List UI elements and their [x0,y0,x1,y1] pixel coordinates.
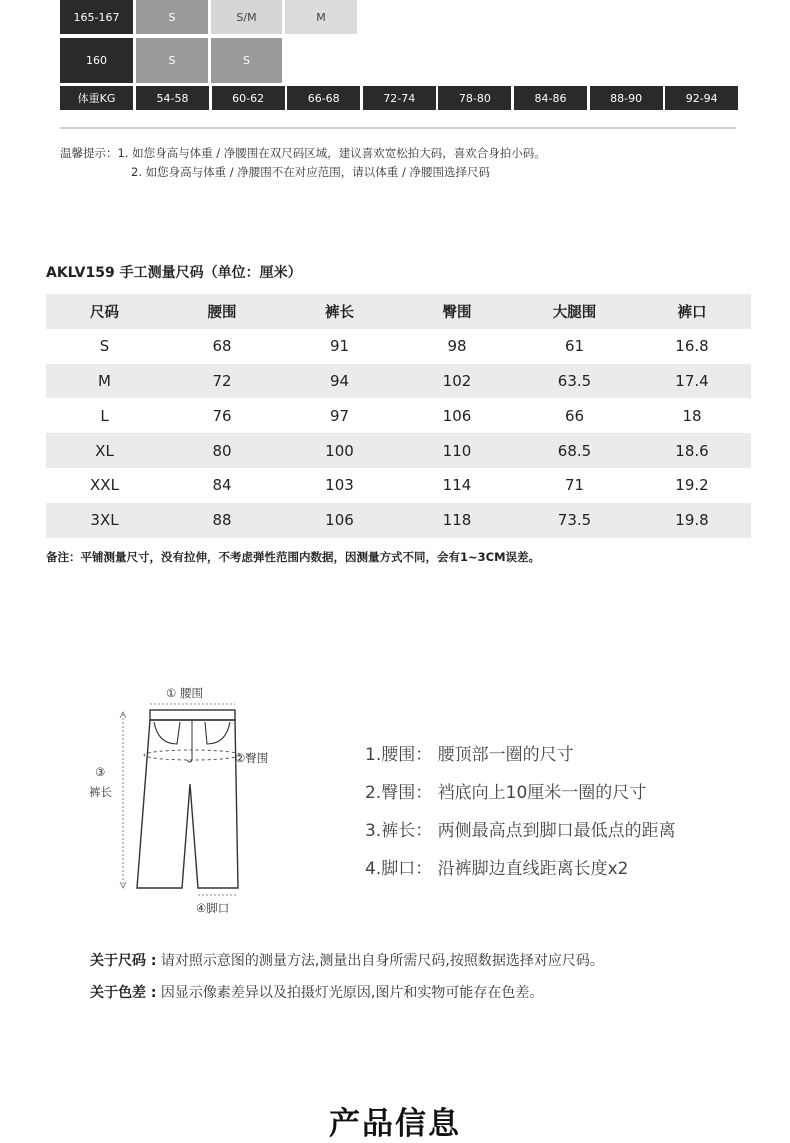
weight-cell: 72-74 [363,86,436,110]
table-cell: 97 [329,406,350,425]
table-cell: 18.6 [675,441,709,460]
table-cell: 61 [564,337,585,356]
table-header-cell: 大腿围 [552,304,597,321]
measurement-item: 1.腰围： 腰顶部一圈的尺寸 [365,745,574,765]
table-cell: 73.5 [557,511,592,530]
weight-cell: 54-58 [136,86,209,110]
table-cell: 66 [564,406,585,425]
weight-cell: 60-62 [212,86,285,110]
table-cell: 103 [325,476,354,495]
weight-cell: 66-68 [287,86,360,110]
length-label: 裤长 [89,785,112,799]
table-row [46,468,751,503]
size-cell: S/M [211,0,282,34]
table-cell: 68 [212,337,232,356]
table-row [46,398,751,433]
size-cell: M [285,0,357,34]
table-cell: 106 [442,406,472,425]
table-cell: 76 [212,406,232,425]
table-cell: 91 [329,337,350,356]
size-cell: S [136,38,208,83]
table-cell: 68.5 [557,441,592,460]
table-cell: XL [95,441,114,460]
table-cell: 19.8 [675,511,709,530]
table-cell: 19.2 [675,476,709,495]
table-cell: S [99,337,110,356]
about-size [90,950,604,970]
table-note: 备注：平铺测量尺寸，没有拉伸，不考虑弹性范围内数据，因测量方式不同，会有1~3CM误差。 [46,550,541,564]
height-cell: 165-167 [60,0,133,34]
hem-label: ④脚口 [196,901,230,915]
table-header-cell: 腰围 [207,304,237,321]
table-cell: 102 [442,371,472,390]
table-cell: 80 [212,441,232,460]
length-number: ③ [95,765,106,779]
pants-outline-icon [110,700,290,900]
weight-cell: 92-94 [665,86,738,110]
table-cell: 17.4 [675,371,709,390]
table-row [46,364,751,399]
table-header-row [46,294,751,329]
table-row [46,329,751,364]
measurement-item: 3.裤长： 两侧最高点到脚口最低点的距离 [365,821,676,841]
tips-prefix: 温馨提示： [60,146,118,160]
tips-line-2 [131,164,490,180]
table-cell: 3XL [90,511,119,530]
table-cell: 114 [442,476,472,495]
table-cell: 18 [682,406,702,425]
measurement-item: 2.臀围： 裆底向上10厘米一圈的尺寸 [365,783,647,803]
measurement-list [365,743,676,895]
table-cell: 84 [212,476,232,495]
table-cell: XXL [90,476,119,495]
table-cell: 71 [564,476,585,495]
hip-label: ②臀围 [235,751,269,765]
table-cell: 100 [325,441,354,460]
table-row [46,503,751,538]
about-size-text: 请对照示意图的测量方法,测量出自身所需尺码,按照数据选择对应尺码。 [156,953,604,969]
waist-label: ① 腰围 [166,686,203,700]
table-header-cell: 臀围 [442,304,472,321]
table-title: AKLV159 手工测量尺码（单位：厘米） [46,265,302,281]
table-cell: 88 [212,511,232,530]
table-cell: 98 [447,337,467,356]
table-cell: 16.8 [675,337,709,356]
measurement-item: 4.脚口： 沿裤脚边直线距离长度x2 [365,859,629,879]
table-cell: 63.5 [557,371,592,390]
table-row [46,433,751,468]
height-cell: 160 [60,38,133,83]
about-color-text: 因显示像素差异以及拍摄灯光原因,图片和实物可能存在色差。 [156,985,544,1001]
table-cell: 106 [325,511,354,530]
table-cell: 72 [212,371,232,390]
table-cell: L [100,406,109,425]
divider [60,127,736,129]
weight-cell: 78-80 [438,86,511,110]
table-cell: 94 [329,371,350,390]
table-header-cell: 裤长 [325,304,354,321]
table-header-cell: 裤口 [677,304,707,321]
weight-label-cell: 体重KG [60,86,133,110]
size-cell: S [136,0,208,34]
weight-cell: 84-86 [514,86,587,110]
table-cell: M [98,371,111,390]
table-cell: 118 [442,511,472,530]
table-cell: 110 [442,441,472,460]
tips-text-2: 2. 如您身高与体重 / 净腰围不在对应范围，请以体重 / 净腰围选择尺码 [131,165,490,179]
about-size-label: 关于尺码 : [90,953,157,969]
tips-text-1: 1. 如您身高与体重 / 净腰围在双尺码区域，建议喜欢宽松拍大码，喜欢合身拍小码。 [117,146,546,160]
weight-cell: 88-90 [590,86,663,110]
table-header-cell: 尺码 [90,304,119,321]
size-table [46,294,751,538]
about-color [90,982,543,1002]
tips-line-1 [60,145,546,161]
product-info-title: 产品信息 [329,1106,461,1142]
about-color-label: 关于色差 : [90,985,157,1001]
size-cell: S [211,38,282,83]
